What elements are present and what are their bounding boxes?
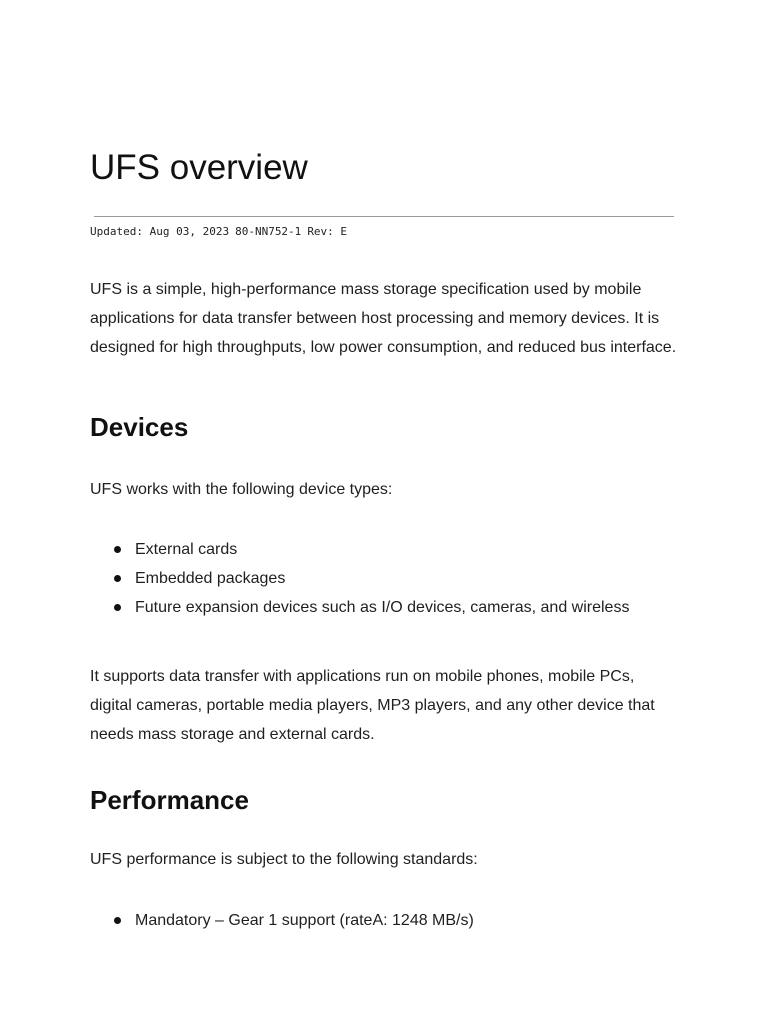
list-item-text: Future expansion devices such as I/O devices, cameras, and wireless <box>135 599 630 616</box>
list-item <box>90 593 629 622</box>
list-item <box>90 535 629 564</box>
devices-support-paragraph: It supports data transfer with applications run on mobile phones, mobile PCs, digital cameras, portable media players, MP3 players, and any other device that needs mass storage and external cards. <box>90 668 655 743</box>
list-item <box>90 564 629 593</box>
page-title: UFS overview <box>90 148 308 187</box>
bullet-icon <box>114 604 121 611</box>
section-heading-performance: Performance <box>90 785 249 815</box>
devices-lead-paragraph: UFS works with the following device types: <box>90 481 393 498</box>
bullet-icon <box>114 917 121 924</box>
list-item-text: Embedded packages <box>135 570 286 587</box>
list-item-text: Mandatory – Gear 1 support (rateA: 1248 MB/s) <box>135 912 474 929</box>
bullet-icon <box>114 546 121 553</box>
list-item <box>90 906 474 935</box>
revision: Rev: E <box>307 225 348 238</box>
bullet-icon <box>114 575 121 582</box>
document-id: 80-NN752-1 <box>235 225 302 238</box>
intro-paragraph: UFS is a simple, high-performance mass storage specification used by mobile applications for data transfer between host processing and memory devices. It is designed for high throughputs, low power consumption, and reduced bus interface. <box>90 281 677 356</box>
list-item-text: External cards <box>135 541 238 558</box>
section-heading-devices: Devices <box>90 412 189 442</box>
document-meta <box>90 224 347 240</box>
title-divider <box>94 216 674 217</box>
performance-lead-paragraph: UFS performance is subject to the following standards: <box>90 851 478 868</box>
performance-standards-list <box>90 906 474 935</box>
updated-date: Updated: Aug 03, 2023 <box>90 225 230 238</box>
device-types-list <box>90 535 629 622</box>
